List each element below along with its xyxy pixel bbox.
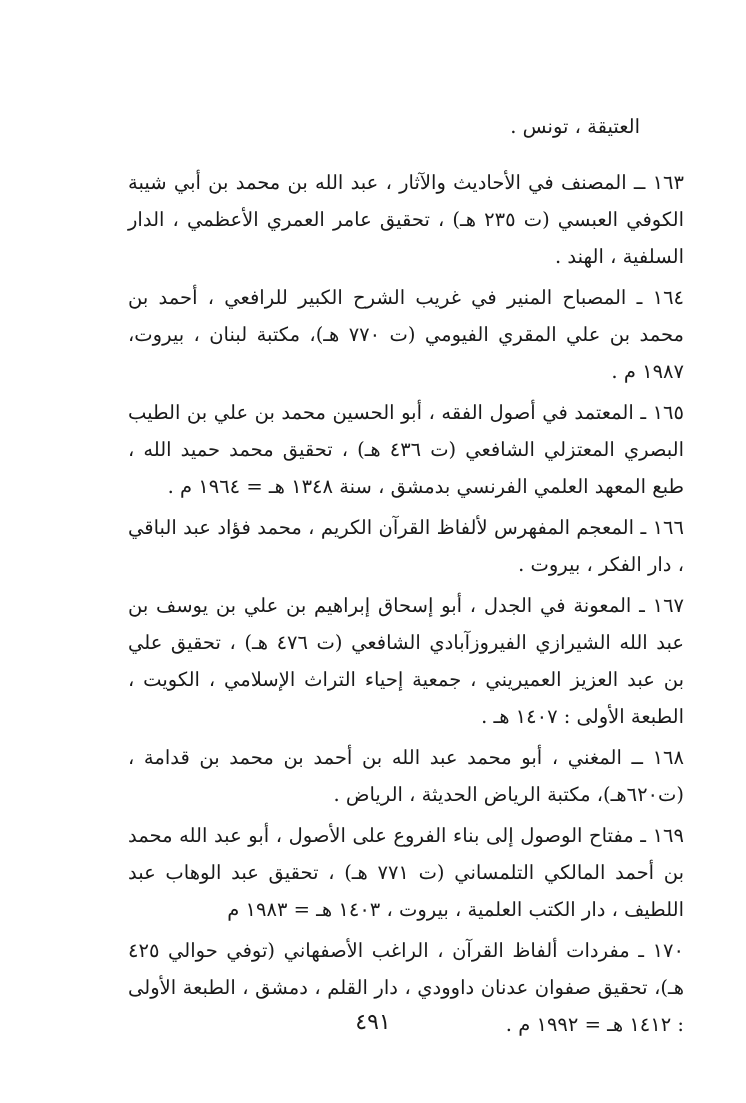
bibliography-entry-164: [128, 279, 684, 390]
entry-number: ١٧٠: [652, 939, 684, 962]
bibliography-entry-166: [128, 509, 684, 583]
bibliography-entry-165: [128, 394, 684, 505]
entry-text: ـ المعونة في الجدل ، أبو إسحاق إبراهيم بن علي بن يوسف بن عبد الله الشيرازي الفيروزآبادي الشافعي (ت ٤٧٦ هـ) ، تحقيق علي بن عبد العزيز العميريني ، جمعية إحياء التراث الإسلامي ، الكويت ، الطبعة الأولى : ١٤٠٧ هـ .: [128, 594, 685, 728]
entry-number: ١٦٥: [652, 401, 684, 424]
entry-text: ـ المعجم المفهرس لألفاظ القرآن الكريم ، محمد فؤاد عبد الباقي ، دار الفكر ، بيروت .: [128, 516, 684, 576]
entry-text: ـ المصباح المنير في غريب الشرح الكبير للرافعي ، أحمد بن محمد بن علي المقري الفيومي (ت ٧٧٠ هـ)، مكتبة لبنان ، بيروت، ١٩٨٧ م .: [128, 286, 684, 383]
bibliography-entry-163: [128, 164, 684, 275]
entry-number: ١٦٤: [652, 286, 685, 309]
entry-text: ــ المصنف في الأحاديث والآثار ، عبد الله بن محمد بن أبي شيبة الكوفي العبسي (ت ٢٣٥ هـ) ، تحقيق عامر العمري الأعظمي ، الدار السلفية ، الهند .: [128, 171, 685, 268]
entry-number: ١٦٦: [652, 516, 684, 539]
bibliography-entry-168: [128, 739, 684, 813]
continuation-line: العتيقة ، تونس .: [510, 114, 640, 138]
bibliography-entry-167: [128, 587, 684, 735]
bibliography-entry-169: [128, 817, 684, 928]
entry-text: ــ المغني ، أبو محمد عبد الله بن أحمد بن محمد بن قدامة ، (ت٦٢٠هـ)، مكتبة الرياض الحديثة ، الرياض .: [128, 746, 684, 806]
entry-number: ١٦٧: [652, 594, 685, 617]
bibliography-list: [128, 88, 684, 1043]
entry-text: ـ مفردات ألفاظ القرآن ، الراغب الأصفهاني (توفي حوالي ٤٢٥ هـ)، تحقيق صفوان عدنان داوودي ، دار القلم ، دمشق ، الطبعة الأولى : ١٤١٢ هـ = ١٩٩٢ م .: [128, 939, 684, 1036]
entry-text: ـ المعتمد في أصول الفقه ، أبو الحسين محمد بن علي بن الطيب البصري المعتزلي الشافعي (ت ٤٣٦ هـ) ، تحقيق محمد حميد الله ، طبع المعهد العلمي الفرنسي بدمشق ، سنة ١٣٤٨ هـ = ١٩٦٤ م .: [128, 401, 684, 498]
entry-number: ١٦٨: [652, 746, 684, 769]
entry-number: ١٦٩: [652, 824, 684, 847]
page-number: ٤٩١: [355, 1010, 391, 1035]
entry-number: ١٦٣: [652, 171, 684, 194]
entry-text: ـ مفتاح الوصول إلى بناء الفروع على الأصول ، أبو عبد الله محمد بن أحمد المالكي التلمساني (ت ٧٧١ هـ) ، تحقيق عبد الوهاب عبد اللطيف ، دار الكتب العلمية ، بيروت ، ١٤٠٣ هـ = ١٩٨٣ م: [128, 824, 685, 921]
